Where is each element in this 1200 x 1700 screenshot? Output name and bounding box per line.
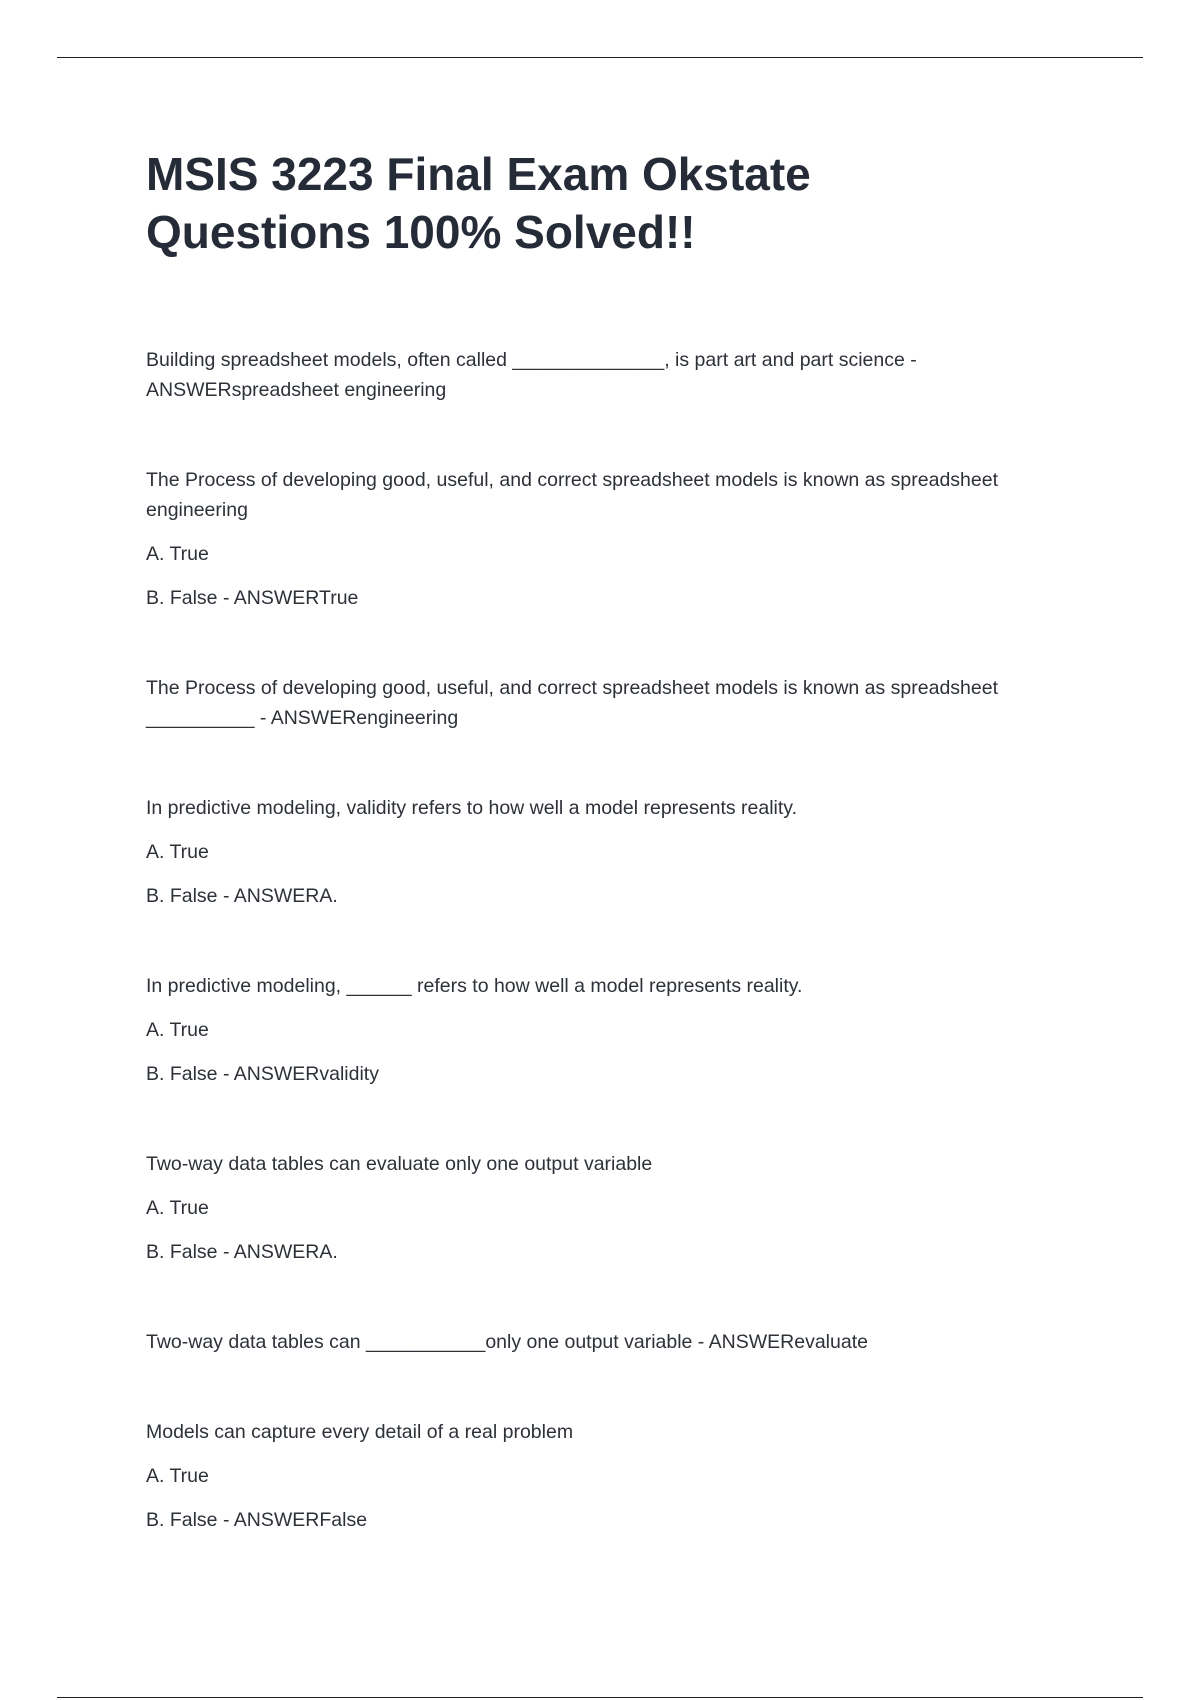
question-item [146, 1327, 1046, 1357]
question-item [146, 971, 1046, 1089]
question-item [146, 673, 1046, 733]
question-text: Two-way data tables can evaluate only one output variable [146, 1153, 653, 1175]
question-text: Building spreadsheet models, often called ______________, is part art and part science - [146, 349, 917, 371]
question-text: Models can capture every detail of a real problem [146, 1421, 574, 1443]
question-text: In predictive modeling, ______ refers to how well a model represents reality. [146, 975, 803, 997]
answer-option: A. True [146, 1465, 209, 1487]
question-text: Two-way data tables can ___________only one output variable - ANSWERevaluate [146, 1331, 868, 1353]
question-text: __________ - ANSWERengineering [146, 707, 459, 729]
question-text: The Process of developing good, useful, and correct spreadsheet models is known as spreadsheet [146, 677, 999, 699]
answer-option: B. False - ANSWERTrue [146, 587, 359, 609]
bottom-divider [57, 1697, 1143, 1698]
answer-option: A. True [146, 841, 209, 863]
answer-option: B. False - ANSWERA. [146, 1241, 338, 1263]
question-text: ANSWERspreadsheet engineering [146, 379, 447, 401]
question-item [146, 1149, 1046, 1267]
title-line-2: Questions 100% Solved!! [146, 206, 696, 258]
answer-option: B. False - ANSWERFalse [146, 1509, 368, 1531]
title-line-1: MSIS 3223 Final Exam Okstate [146, 148, 811, 200]
document-title [146, 145, 1046, 261]
top-divider [57, 57, 1143, 58]
question-text: The Process of developing good, useful, and correct spreadsheet models is known as spreadsheet [146, 469, 999, 491]
answer-option: A. True [146, 1019, 209, 1041]
question-item [146, 465, 1046, 613]
answer-option: B. False - ANSWERvalidity [146, 1063, 379, 1085]
question-item [146, 345, 1046, 405]
answer-option: A. True [146, 543, 209, 565]
question-item [146, 793, 1046, 911]
answer-option: B. False - ANSWERA. [146, 885, 338, 907]
question-list [146, 345, 1046, 1535]
answer-option: A. True [146, 1197, 209, 1219]
question-text: In predictive modeling, validity refers to how well a model represents reality. [146, 797, 798, 819]
question-item [146, 1417, 1046, 1535]
question-text: engineering [146, 499, 248, 521]
